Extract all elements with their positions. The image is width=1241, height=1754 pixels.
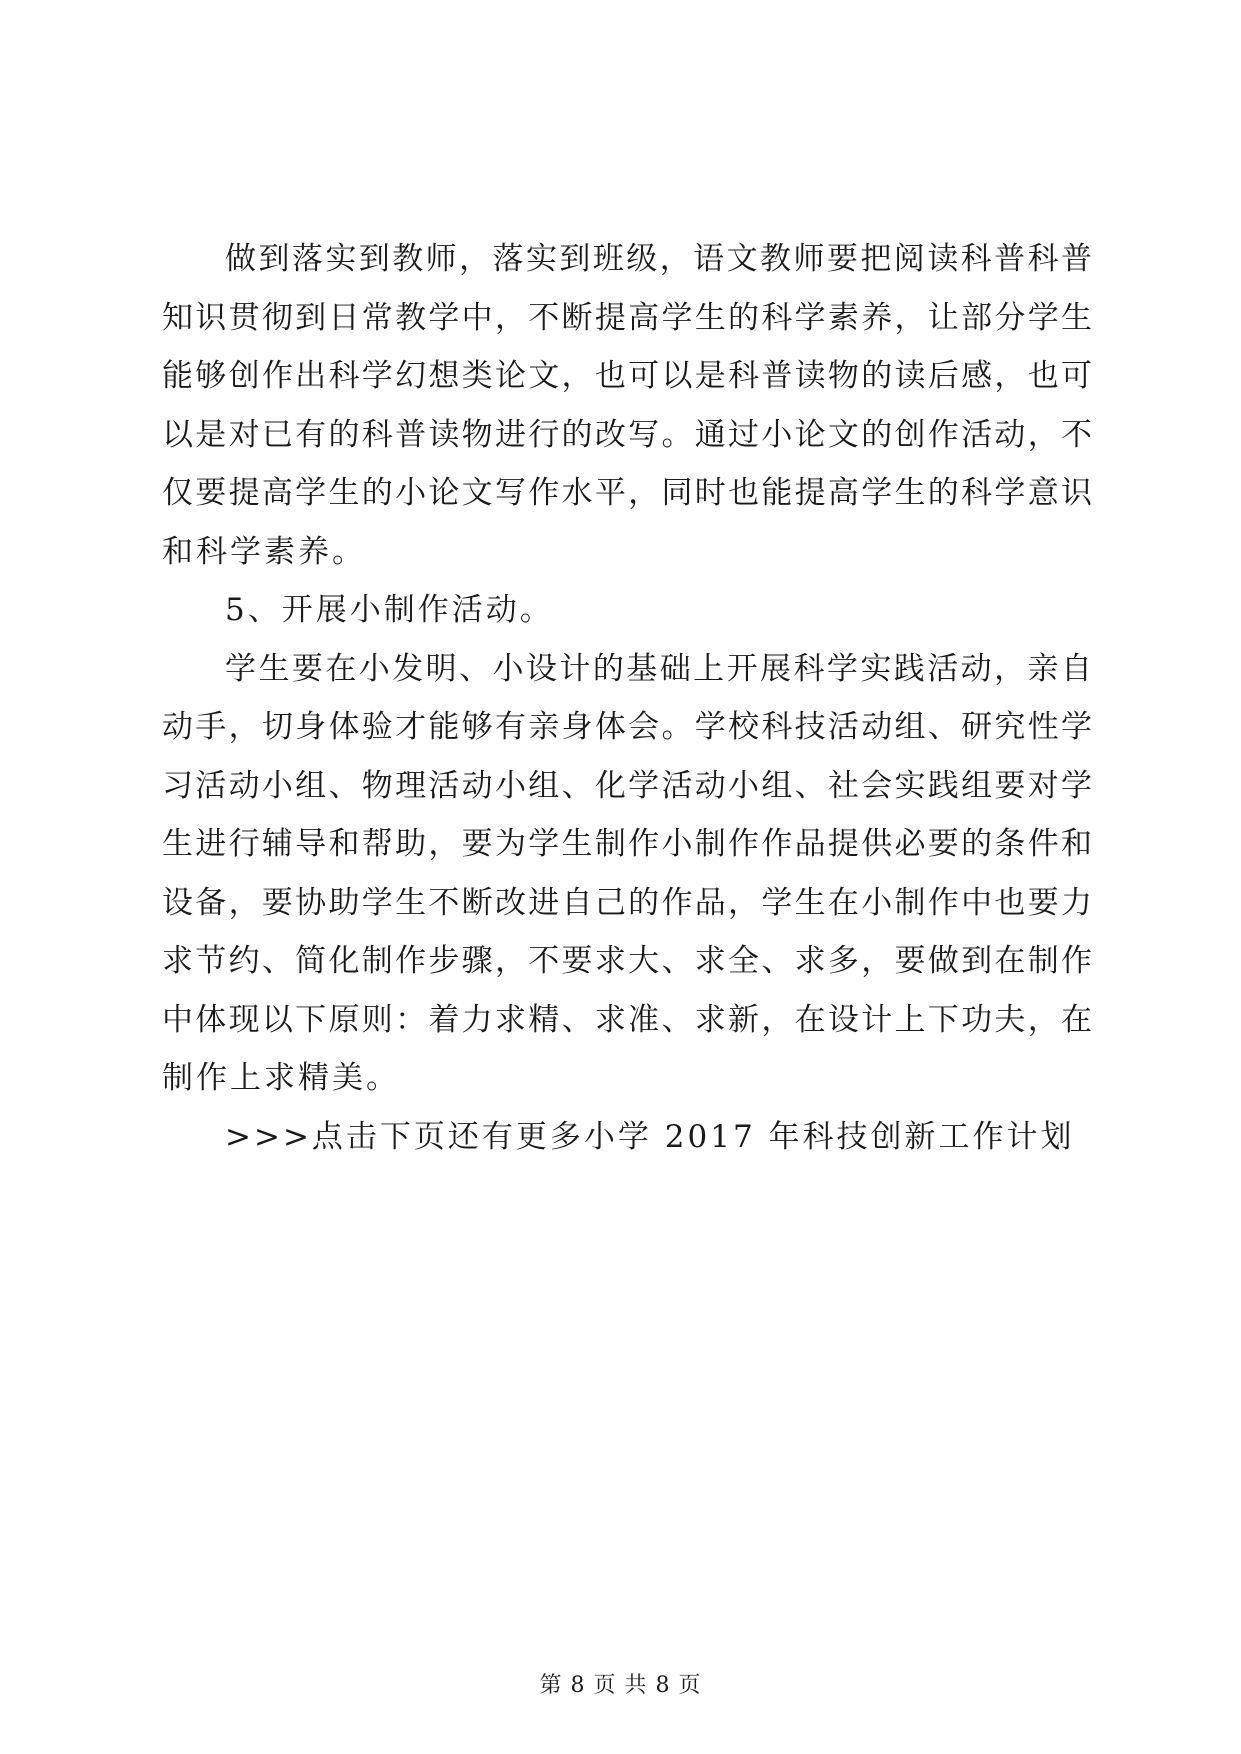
paragraph-line: 以是对已有的科普读物进行的改写。通过小论文的创作活动，不 (162, 416, 1092, 453)
section-heading: 5、开展小制作活动。 (225, 592, 554, 628)
paragraph-line: 能够创作出科学幻想类论文，也可以是科普读物的读后感，也可 (162, 358, 1092, 394)
paragraph-line: 仅要提高学生的小论文写作水平，同时也能提高学生的科学意识 (162, 475, 1092, 511)
paragraph-line: 习活动小组、物理活动小组、化学活动小组、社会实践组要对学 (162, 767, 1092, 804)
paragraph-line: 动手，切身体验才能够有亲身体会。学校科技活动组、研究性学 (162, 709, 1092, 745)
paragraph-line: 和科学素养。 (162, 533, 366, 570)
document-body (162, 230, 1092, 1166)
next-page-link[interactable]: >>>点击下页还有更多小学 2017 年科技创新工作计划 (225, 1118, 1075, 1155)
paragraph-line: 设备，要协助学生不断改进自己的作品，学生在小制作中也要力 (162, 884, 1092, 921)
paragraph-line: 中体现以下原则：着力求精、求准、求新，在设计上下功夫，在 (162, 1001, 1092, 1038)
paragraph-line: 学生要在小发明、小设计的基础上开展科学实践活动，亲自 (225, 650, 1092, 687)
paragraph-line: 制作上求精美。 (162, 1060, 400, 1096)
paragraph-line: 生进行辅导和帮助，要为学生制作小制作作品提供必要的条件和 (162, 826, 1092, 862)
paragraph-line: 求节约、简化制作步骤，不要求大、求全、求多，要做到在制作 (162, 943, 1092, 979)
paragraph-line: 做到落实到教师，落实到班级，语文教师要把阅读科普科普 (225, 241, 1092, 277)
page-number-footer: 第 8 页 共 8 页 (539, 1673, 702, 1698)
paragraph-line: 知识贯彻到日常教学中，不断提高学生的科学素养，让部分学生 (162, 299, 1092, 336)
